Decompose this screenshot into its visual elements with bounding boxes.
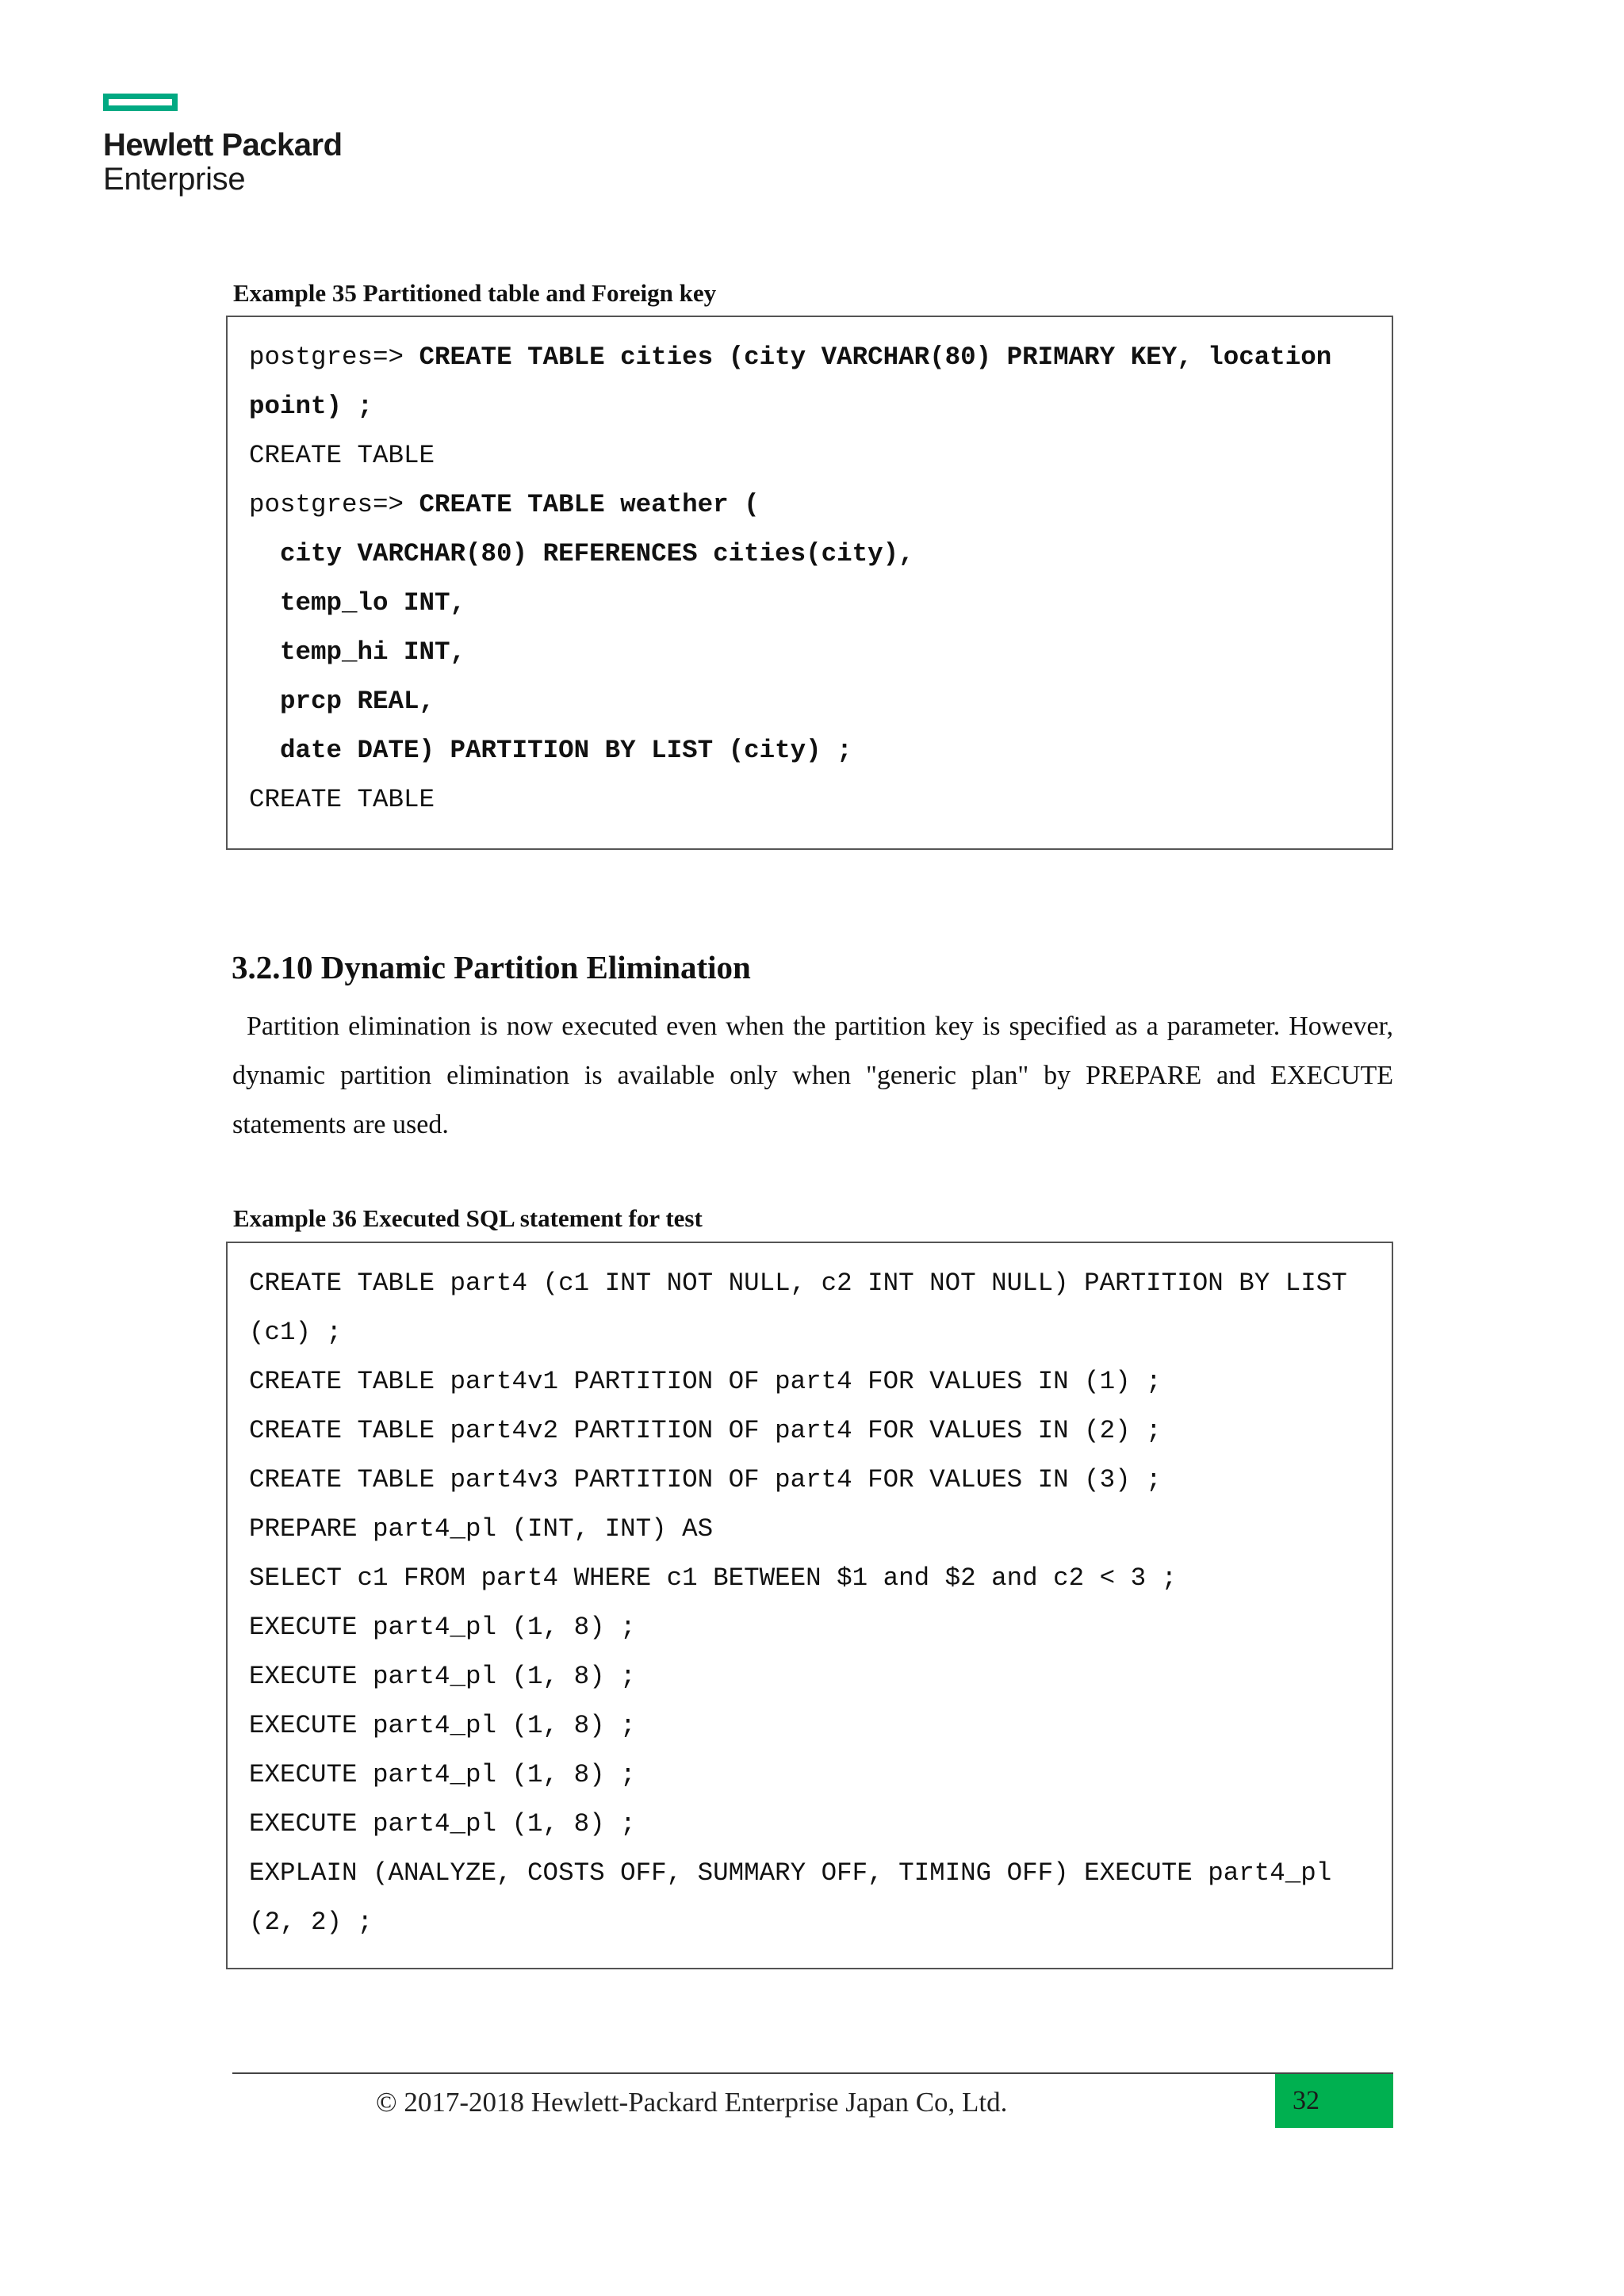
- code-prompt: [249, 687, 280, 716]
- code-line: [249, 382, 1392, 431]
- code-line: EXPLAIN (ANALYZE, COSTS OFF, SUMMARY OFF, TIMING OFF) EXECUTE part4_pl: [249, 1858, 1332, 1888]
- section-paragraph: Partition elimination is now executed even when the partition key is specified as a parameter. However, dynamic partition elimination is available only when "generic plan" by PREPARE and EXECUTE statements are used.: [232, 1012, 1393, 1139]
- code-line: EXECUTE part4_pl (1, 8) ;: [249, 1613, 636, 1642]
- example35-caption: Example 35 Partitioned table and Foreign key: [233, 279, 717, 307]
- footer-copyright: © 2017-2018 Hewlett-Packard Enterprise Japan Co, Ltd.: [376, 2087, 1008, 2118]
- logo-text-line2: Enterprise: [103, 162, 246, 197]
- code-line: [249, 579, 1392, 628]
- code-prompt: CREATE TABLE: [249, 441, 435, 470]
- code-line: SELECT c1 FROM part4 WHERE c1 BETWEEN $1 and $2 and c2 < 3 ;: [249, 1563, 1178, 1593]
- code-statement: CREATE TABLE cities (city VARCHAR(80) PRIMARY KEY, location: [419, 342, 1332, 372]
- code-statement: temp_hi INT,: [280, 637, 466, 667]
- hpe-logo: [103, 94, 343, 197]
- code-statement: CREATE TABLE weather (: [419, 490, 760, 519]
- code-prompt: CREATE TABLE: [249, 785, 435, 814]
- code-line: EXECUTE part4_pl (1, 8) ;: [249, 1711, 636, 1740]
- code-line: EXECUTE part4_pl (1, 8) ;: [249, 1662, 636, 1691]
- code-line: EXECUTE part4_pl (1, 8) ;: [249, 1809, 636, 1839]
- example36-code-box: [226, 1242, 1393, 1969]
- code-statement: prcp REAL,: [280, 687, 435, 716]
- code-prompt: postgres=>: [249, 490, 419, 519]
- code-line: [249, 726, 1392, 775]
- code-line: CREATE TABLE part4v2 PARTITION OF part4 FOR VALUES IN (2) ;: [249, 1416, 1162, 1445]
- code-line: [249, 431, 1392, 480]
- code-line: (2, 2) ;: [249, 1908, 373, 1937]
- code-line: EXECUTE part4_pl (1, 8) ;: [249, 1760, 636, 1789]
- example35-code-box: [226, 316, 1393, 850]
- code-statement: point) ;: [249, 392, 373, 421]
- footer-divider: [232, 2072, 1393, 2074]
- code-line: [249, 480, 1392, 530]
- page-number-box: [1275, 2074, 1393, 2128]
- section-heading: 3.2.10 Dynamic Partition Elimination: [232, 949, 751, 985]
- code-line: [249, 628, 1392, 677]
- code-line: CREATE TABLE part4v1 PARTITION OF part4 FOR VALUES IN (1) ;: [249, 1367, 1162, 1396]
- page-number: 32: [1293, 2086, 1320, 2115]
- example36-caption: Example 36 Executed SQL statement for test: [233, 1204, 703, 1232]
- code-prompt: [249, 539, 280, 568]
- code-prompt: [249, 637, 280, 667]
- hpe-logo-rectangle-icon: [103, 94, 178, 111]
- code-line: [249, 775, 1392, 825]
- code-line: PREPARE part4_pl (INT, INT) AS: [249, 1514, 714, 1544]
- code-statement: date DATE) PARTITION BY LIST (city) ;: [280, 736, 852, 765]
- code-prompt: postgres=>: [249, 342, 419, 372]
- logo-text-line1: Hewlett Packard: [103, 128, 343, 163]
- code-statement: city VARCHAR(80) REFERENCES cities(city),: [280, 539, 914, 568]
- code-prompt: [249, 736, 280, 765]
- code-line: CREATE TABLE part4 (c1 INT NOT NULL, c2 INT NOT NULL) PARTITION BY LIST: [249, 1269, 1347, 1298]
- code-line: [249, 333, 1392, 382]
- code-statement: temp_lo INT,: [280, 588, 466, 618]
- code-line: [249, 677, 1392, 726]
- code-line: (c1) ;: [249, 1318, 343, 1347]
- code-line: CREATE TABLE part4v3 PARTITION OF part4 FOR VALUES IN (3) ;: [249, 1465, 1162, 1494]
- code-line: [249, 530, 1392, 579]
- code-prompt: [249, 588, 280, 618]
